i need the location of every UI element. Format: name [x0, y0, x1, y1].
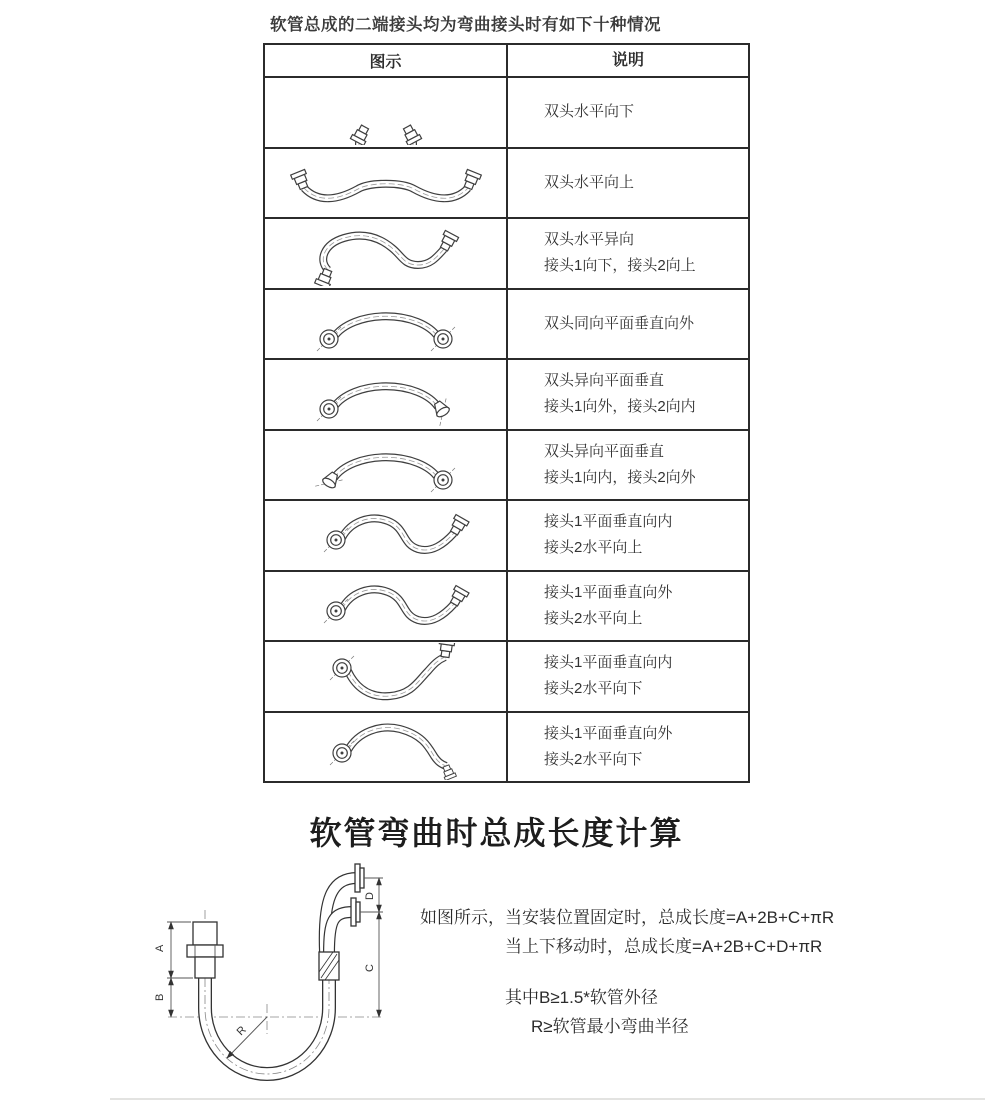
hose-both-ends-horizontal-up-illustration — [266, 150, 506, 216]
table-header-row — [265, 45, 748, 76]
row-description: 接头2水平向上 — [544, 539, 643, 557]
row-description: 双头水平异向 — [544, 231, 635, 249]
table-row — [265, 217, 748, 288]
row-description: 双头异向平面垂直 — [544, 442, 665, 460]
dim-a-label: A — [154, 944, 166, 952]
table-row — [265, 640, 748, 711]
section-title: 软管弯曲时总成长度计算 — [309, 815, 684, 851]
dim-d-label: D — [364, 892, 376, 900]
row-description: 接头2水平向上 — [544, 609, 643, 627]
hose-both-flanges-out-of-plane-illustration — [266, 291, 506, 357]
row-description: 接头1平面垂直向内 — [544, 513, 673, 531]
hose-flange-out-cone-in-illustration — [266, 361, 506, 427]
hose-flange-in-end-down-illustration — [266, 643, 506, 709]
hose-configurations-table — [263, 43, 750, 783]
row-description: 接头1向内，接头2向外 — [544, 468, 696, 486]
page-divider — [110, 1098, 985, 1100]
table-row — [265, 76, 748, 147]
page-title: 软管总成的二端接头均为弯曲接头时有如下十种情况 — [270, 16, 661, 34]
hose-flange-out-end-up-illustration — [266, 573, 506, 639]
row-description: 双头水平向下 — [544, 103, 635, 121]
hose-both-ends-horizontal-down-illustration — [266, 79, 506, 145]
calc-line-fixed: 如图所示，当安装位置固定时，总成长度=A+2B+C+πR — [420, 908, 835, 927]
assembly-length-diagram — [143, 856, 415, 1094]
hose-ends-opposite-down-up-illustration — [266, 220, 506, 286]
table-row — [265, 358, 748, 429]
row-description: 接头1平面垂直向外 — [544, 583, 673, 601]
header-description: 说明 — [611, 51, 644, 69]
dim-r-label: R — [234, 1024, 249, 1039]
calc-notes — [420, 903, 985, 1041]
table-row — [265, 499, 748, 570]
table-row — [265, 711, 748, 782]
hose-flange-in-end-up-illustration — [266, 502, 506, 568]
row-description: 接头1向下，接头2向上 — [544, 257, 696, 275]
row-description: 接头1平面垂直向内 — [544, 654, 673, 672]
table-row — [265, 147, 748, 218]
header-illustration: 图示 — [265, 45, 508, 76]
hose-cone-in-flange-out-illustration — [266, 432, 506, 498]
row-description: 接头1平面垂直向外 — [544, 724, 673, 742]
dim-b-label: B — [154, 993, 166, 1001]
calc-note-r: R≥软管最小弯曲半径 — [531, 1017, 689, 1036]
row-description: 接头2水平向下 — [544, 680, 643, 698]
hose-flange-out-end-down-illustration — [266, 714, 506, 780]
calc-line-moving: 当上下移动时，总成长度=A+2B+C+D+πR — [505, 937, 823, 956]
table-row — [265, 570, 748, 641]
dim-c-label: C — [364, 964, 376, 972]
row-description: 接头1向外，接头2向内 — [544, 398, 696, 416]
row-description: 双头水平向上 — [544, 173, 635, 191]
table-row — [265, 288, 748, 359]
row-description: 双头异向平面垂直 — [544, 372, 665, 390]
row-description: 接头2水平向下 — [544, 750, 643, 768]
calc-note-b: 其中B≥1.5*软管外径 — [505, 988, 658, 1007]
row-description: 双头同向平面垂直向外 — [544, 314, 695, 332]
table-row — [265, 429, 748, 500]
